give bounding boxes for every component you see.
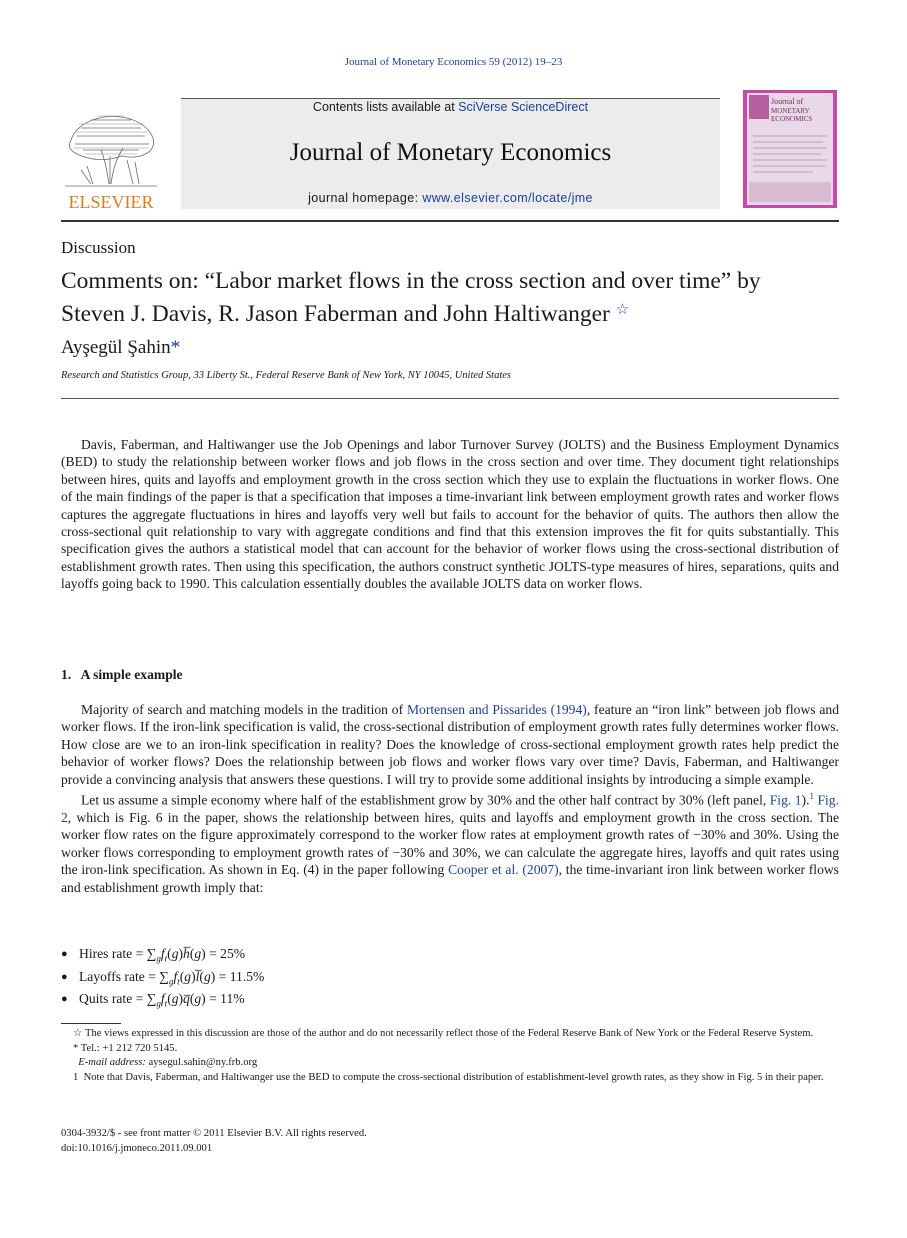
article-title-text: Comments on: “Labor market flows in the cross section and over time” by Steven J. Davis, R. Jason Faberman and John Haltiwanger [61, 268, 761, 327]
section-heading: 1. A simple example [61, 667, 183, 682]
header-rule [61, 220, 839, 222]
elsevier-wordmark: ELSEVIER [68, 192, 154, 212]
title-footnote-star[interactable]: ☆ [615, 302, 630, 318]
text-run: , feature an “iron link” between job flows and worker flows. If the iron-link specification is valid, the cross-sectional distribution of employment growth rates fully determines worker flows. How close are we to an iron-link specification in reality? Does the knowledge of cross-sectional employment growth rates help predict the behavior of worker flows? Does the relationship between job flows and worker flows vary over time? Davis, Faberman, and Haltiwanger provide a convincing analysis that answers these questions. I will try to provide some additional insights by introducing a simple example. [61, 702, 840, 787]
article-type: Discussion [61, 238, 136, 257]
abstract-rule [61, 398, 839, 399]
citation-link[interactable]: Cooper et al. (2007) [448, 862, 559, 878]
text-run: Majority of search and matching models in the tradition of [81, 702, 407, 717]
author-name[interactable]: Ayşegül Şahin [61, 337, 171, 358]
journal-banner [181, 98, 720, 209]
footnote-ref[interactable]: 1 [809, 791, 814, 802]
sciencedirect-link[interactable]: SciVerse ScienceDirect [458, 100, 589, 114]
article-title [61, 267, 821, 329]
email-label: E-mail address: [78, 1057, 146, 1068]
footnote-rule [61, 1023, 121, 1024]
svg-text:Journal of: Journal of [771, 97, 804, 106]
equation-item: ● Quits rate = $\sum_gf_t(g)q̅(g) = 11\%$ [61, 991, 245, 1010]
figure-link[interactable]: Fig. 1 [769, 792, 802, 808]
journal-homepage [181, 191, 720, 205]
paragraph [61, 701, 839, 788]
section-body [61, 701, 839, 896]
elsevier-logo [61, 100, 161, 212]
equation-symbol: q̅ [183, 991, 190, 1007]
abstract-text: Davis, Faberman, and Haltiwanger use the Job Openings and labor Turnover Survey (JOLTS) and the Business Employment Dynamics (BED) to study the relationship between worker flows and job flows in the cross section and over time. They document tight relationships between hires, quits and layoffs and employment growth in the cross section which they use to explain the fluctuations in worker flows. One of the main findings of the paper is that a specification that imposes a time-invariant link between employment growth rates and worker flows captures the aggregate fluctuations in hires and layoffs very well but fails to account for the behavior of quits. The authors then allow the cross-sectional quit relationship to vary with aggregate conditions and find that this extension improves the fit for quits substantially. This specification gives the authors a statistical model that can account for the behavior of worker flows using the cross-sectional distribution of establishment growth rates. Then using this specification, the authors construct synthetic JOLTS-type measures of hires, separations, quits and layoffs going back to 1990. This calculation essentially doubles the available JOLTS data on worker flows. [61, 437, 839, 592]
footnote-mark: ☆ [73, 1028, 83, 1039]
homepage-prefix: journal homepage: [308, 191, 423, 205]
bullet-icon: ● [61, 948, 68, 960]
footnote-text: The views expressed in this discussion are those of the author and do not necessarily reflect those of the Federal Reserve Bank of New York or the Federal Reserve System. [84, 1028, 814, 1039]
bullet-icon: ● [61, 970, 68, 983]
issn-line: 0304-3932/$ - see front matter © 2011 Elsevier B.V. All rights reserved. [61, 1128, 367, 1139]
author [61, 337, 180, 359]
doi-line[interactable]: doi:10.1016/j.jmoneco.2011.09.001 [61, 1142, 213, 1154]
contents-prefix: Contents lists available at [312, 100, 459, 114]
text-run: Let us assume a simple economy where half of the establishment grow by 30% and the other half contract by 30% (left panel, [81, 792, 770, 808]
footnote-1 [61, 1071, 839, 1086]
elsevier-tree-icon [61, 100, 161, 212]
footnote-text: Note that Davis, Faberman, and Haltiwanger use the BED to compute the cross-sectional distribution of establishment-level growth rates, as they show in Fig. 5 in their paper. [83, 1071, 824, 1083]
journal-cover-thumbnail[interactable] [743, 90, 837, 208]
footnotes [61, 1027, 839, 1085]
equation-item: ● Layoffs rate = $\sum_gf_t(g)l̅(g) = 11.5\%$ [61, 968, 265, 987]
footnote-text: Tel.: +1 212 720 5145. [80, 1042, 178, 1054]
footnote-mark: * [73, 1042, 79, 1054]
email-address[interactable]: aysegul.sahin@ny.frb.org [148, 1057, 258, 1068]
journal-citation[interactable]: Journal of Monetary Economics 59 (2012) 19–23 [344, 56, 563, 68]
front-matter [61, 1127, 367, 1156]
bullet-icon: ● [61, 993, 68, 1006]
equation-item: ● Hires rate = $\sum_gf_t(g)h̅(g) = 25\%$ [61, 946, 246, 964]
abstract [61, 436, 839, 593]
svg-text:ECONOMICS: ECONOMICS [771, 115, 813, 123]
equation-value: 25% [220, 946, 246, 961]
footnote-mark: 1 [73, 1071, 79, 1083]
equation-label: Layoffs rate [79, 968, 145, 984]
figure-link[interactable]: Fig. 2 [61, 792, 840, 825]
journal-title: Journal of Monetary Economics [289, 139, 612, 166]
footnote-star [61, 1027, 839, 1042]
equation-symbol: l̅ [195, 968, 200, 984]
equation-label: Hires rate [79, 946, 133, 961]
equation-symbol: h̅ [183, 946, 190, 961]
text-run: ). [801, 792, 810, 808]
equation-label: Quits rate [79, 991, 133, 1007]
affiliation: Research and Statistics Group, 33 Liberty St., Federal Reserve Bank of New York, NY 10045, United States [61, 370, 511, 381]
svg-text:MONETARY: MONETARY [771, 107, 810, 115]
equation-value: 11% [220, 991, 245, 1007]
equation-list [61, 945, 264, 1013]
equation-value: 11.5% [229, 968, 265, 984]
footnote-tel [61, 1042, 839, 1057]
paragraph [61, 788, 839, 896]
citation-link[interactable]: Mortensen and Pissarides (1994) [406, 702, 587, 717]
homepage-link[interactable]: www.elsevier.com/locate/jme [422, 191, 593, 205]
footnote-email [61, 1056, 839, 1071]
contents-availability [181, 100, 720, 114]
author-footnote-mark[interactable]: * [170, 337, 181, 358]
text-run: , the time-invariant iron link between worker flows and establishment growth imply that: [61, 862, 839, 895]
text-run: , which is Fig. 6 in the paper, shows the relationship between hires, quits and layoffs and employment growth in the cross section. The worker flow rates on the figure approximately correspond to the worker flow rates at employment growth rates of −30% and 30%. Using the worker flows corresponding to employment growth rates of −30% and 30%, we can calculate the aggregate hires, layoffs and quit rates using the iron-link specification. As shown in Eq. (4) in the paper following [61, 809, 839, 878]
